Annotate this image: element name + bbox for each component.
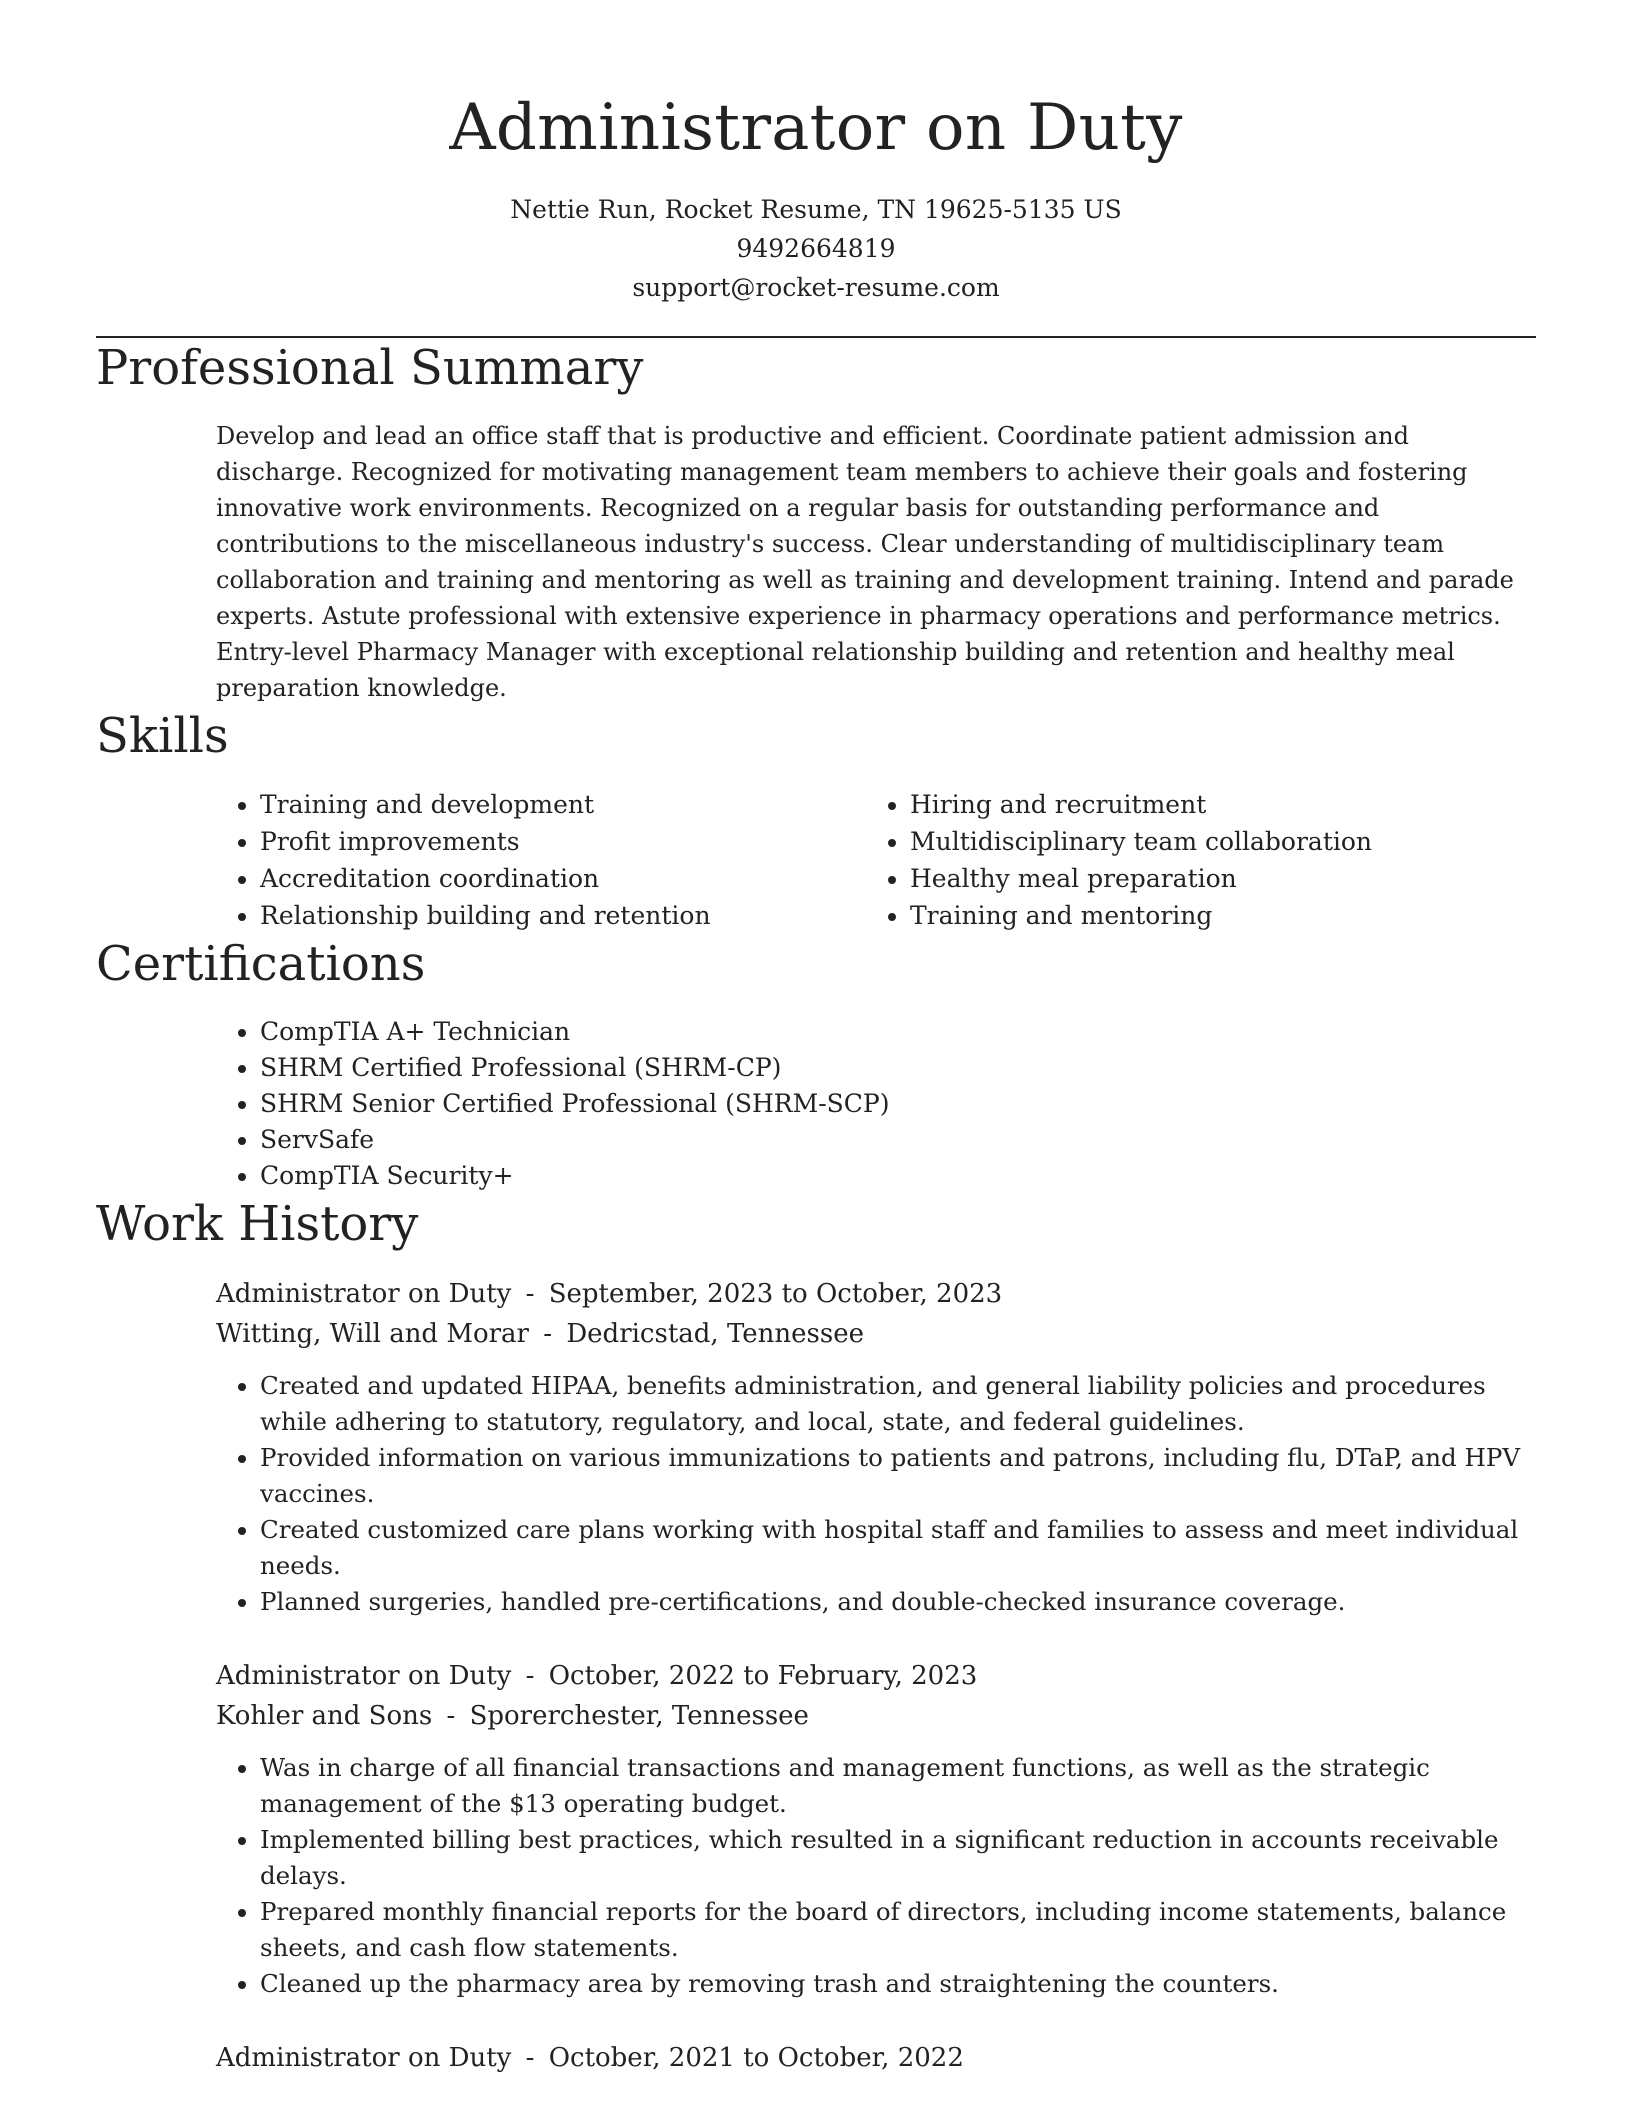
job-entry	[216, 1274, 1536, 1620]
skills-column-left	[96, 786, 746, 934]
job-role: Administrator on Duty	[216, 1279, 512, 1309]
job-location: Dedricstad, Tennessee	[566, 1319, 865, 1349]
job-company-line	[216, 1314, 1536, 1354]
separator: -	[525, 1661, 535, 1691]
job-location: Sporerchester, Tennessee	[469, 1701, 809, 1731]
responsibility-item: • Planned surgeries, handled pre-certifications, and double-checked insurance coverage.	[260, 1584, 1550, 1620]
certification-item: • SHRM Senior Certified Professional (SHRM-SCP)	[260, 1086, 1536, 1122]
responsibility-item: • Created customized care plans working with hospital staff and families to assess and meet individual needs.	[260, 1512, 1550, 1584]
resume-name: Administrator on Duty	[449, 91, 1183, 165]
skill-item: • Hiring and recruitment	[910, 786, 1510, 823]
contact-email: support@rocket-resume.com	[632, 273, 1000, 302]
skills-grid	[96, 786, 1536, 934]
certifications-heading: Certifications	[96, 936, 426, 992]
responsibility-item: • Prepared monthly financial reports for the board of directors, including income statements, balance sheets, and cash flow statements.	[260, 1894, 1550, 1966]
certification-item: • CompTIA A+ Technician	[260, 1014, 1536, 1050]
job-entry	[216, 1656, 1536, 2002]
responsibility-item: • Was in charge of all financial transactions and management functions, as well as the strategic management of the $13 operating budget.	[260, 1750, 1550, 1822]
job-company: Kohler and Sons	[216, 1701, 433, 1731]
job-responsibilities	[216, 1750, 1550, 2002]
certification-item: • CompTIA Security+	[260, 1158, 1536, 1194]
responsibility-item: • Implemented billing best practices, which resulted in a significant reduction in accounts receivable delays.	[260, 1822, 1550, 1894]
job-entry	[216, 2038, 1536, 2078]
job-role: Administrator on Duty	[216, 2043, 512, 2073]
job-dates: October, 2022 to February, 2023	[548, 1661, 978, 1691]
skills-heading: Skills	[96, 708, 229, 764]
contact-address: Nettie Run, Rocket Resume, TN 19625-5135 US	[510, 195, 1122, 224]
separator: -	[543, 1319, 553, 1349]
job-dates: September, 2023 to October, 2023	[548, 1279, 1003, 1309]
job-company: Witting, Will and Morar	[216, 1319, 529, 1349]
job-title-line	[216, 1656, 1536, 1696]
work-history-heading: Work History	[96, 1196, 419, 1252]
responsibility-item: • Cleaned up the pharmacy area by removing trash and straightening the counters.	[260, 1966, 1550, 2002]
skill-item: • Training and development	[260, 786, 746, 823]
skill-item: • Multidisciplinary team collaboration	[910, 823, 1510, 860]
certification-item: • SHRM Certified Professional (SHRM-CP)	[260, 1050, 1536, 1086]
job-title-line	[216, 2038, 1536, 2078]
separator: -	[446, 1701, 456, 1731]
certifications-list	[96, 1014, 1536, 1194]
summary-text: Develop and lead an office staff that is productive and efficient. Coordinate patient admission and discharge. Recognized for motivating management team members to achieve their goals and fostering innovative work environments. Recognized on a regular basis for outstanding performance and contributions to the miscellaneous industry's success. Clear understanding of multidisciplinary team collaboration and training and mentoring as well as training and development training. Intend and parade experts. Astute professional with extensive experience in pharmacy operations and performance metrics. Entry-level Pharmacy Manager with exceptional relationship building and retention and healthy meal preparation knowledge.	[216, 422, 1514, 702]
contact-block	[96, 190, 1536, 307]
certification-item: • ServSafe	[260, 1122, 1536, 1158]
resume-header	[96, 0, 1536, 338]
skill-item: • Training and mentoring	[910, 897, 1510, 934]
skill-item: • Relationship building and retention	[260, 897, 746, 934]
responsibility-item: • Provided information on various immunizations to patients and patrons, including flu, DTaP, and HPV vaccines.	[260, 1440, 1550, 1512]
skill-item: • Healthy meal preparation	[910, 860, 1510, 897]
summary-heading: Professional Summary	[96, 340, 644, 396]
contact-phone: 9492664819	[736, 234, 896, 263]
job-responsibilities	[216, 1368, 1550, 1620]
responsibility-item: • Created and updated HIPAA, benefits administration, and general liability policies and procedures while adhering to statutory, regulatory, and local, state, and federal guidelines.	[260, 1368, 1550, 1440]
resume-page	[96, 0, 1536, 2078]
skill-item: • Profit improvements	[260, 823, 746, 860]
job-title-line	[216, 1274, 1536, 1314]
job-role: Administrator on Duty	[216, 1661, 512, 1691]
separator: -	[525, 2043, 535, 2073]
job-company-line	[216, 1696, 1536, 1736]
skill-item: • Accreditation coordination	[260, 860, 746, 897]
skills-column-right	[746, 786, 1510, 934]
job-dates: October, 2021 to October, 2022	[548, 2043, 964, 2073]
separator: -	[525, 1279, 535, 1309]
